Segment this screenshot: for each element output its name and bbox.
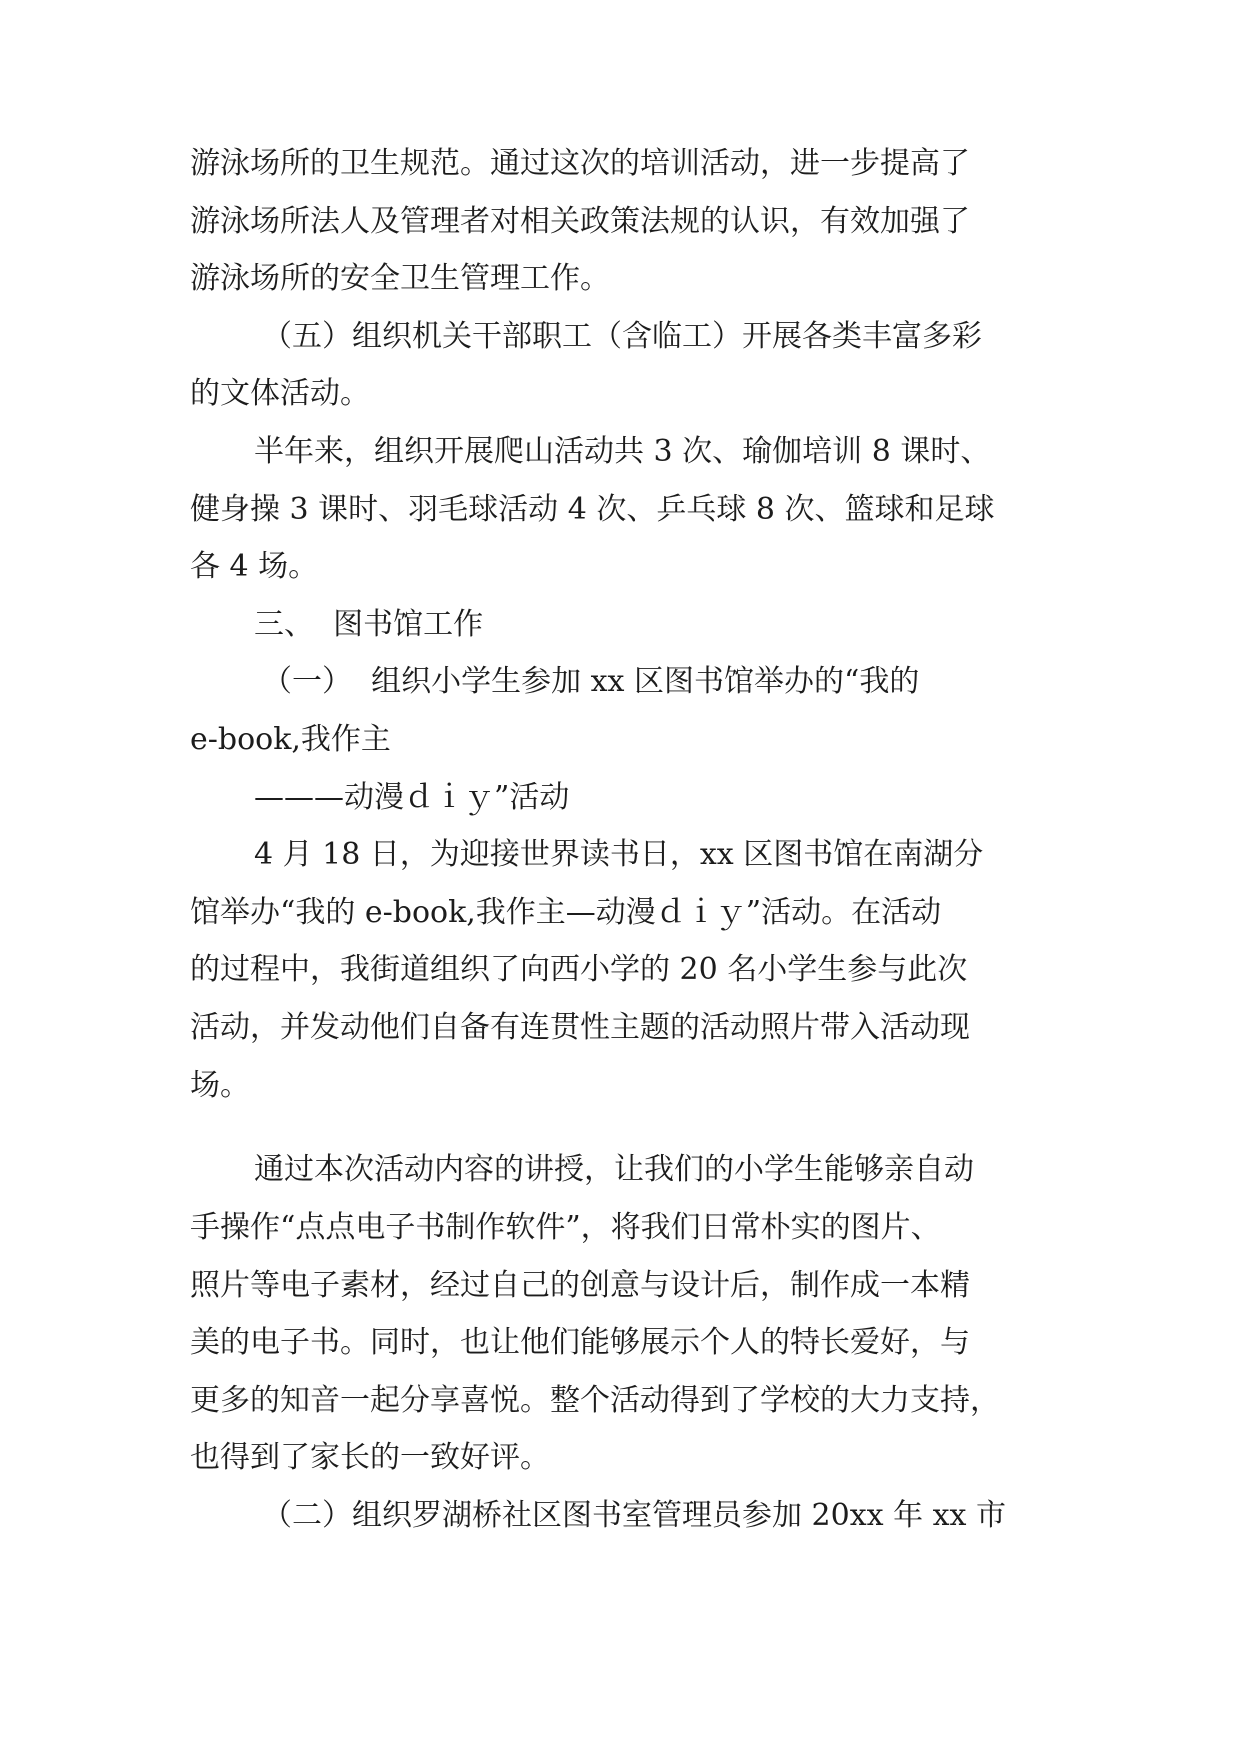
paragraph-line: 也得到了家长的一致好评。: [190, 1440, 550, 1475]
paragraph-line: 馆举办“我的 e-book,我作主—动漫ｄｉｙ”活动。在活动: [190, 895, 942, 930]
paragraph-line: （二）组织罗湖桥社区图书室管理员参加 20xx 年 xx 市: [262, 1498, 1006, 1533]
paragraph-line: （五）组织机关干部职工（含临工）开展各类丰富多彩: [262, 319, 982, 354]
paragraph-line: 的文体活动。: [190, 376, 370, 411]
paragraph-line: 半年来，组织开展爬山活动共 3 次、瑜伽培训 8 课时、: [254, 434, 991, 469]
paragraph-line: 活动，并发动他们自备有连贯性主题的活动照片带入活动现: [190, 1010, 970, 1045]
paragraph-line: 游泳场所的卫生规范。通过这次的培训活动，进一步提高了: [190, 146, 970, 181]
paragraph-line: 更多的知音一起分享喜悦。整个活动得到了学校的大力支持，: [190, 1383, 1000, 1418]
paragraph-line: 游泳场所法人及管理者对相关政策法规的认识，有效加强了: [190, 204, 970, 239]
paragraph-line: 健身操 3 课时、羽毛球活动 4 次、乒乓球 8 次、篮球和足球: [190, 492, 995, 527]
paragraph-line: 各 4 场。: [190, 549, 319, 584]
paragraph-line: 游泳场所的安全卫生管理工作。: [190, 261, 610, 296]
paragraph-line: ———动漫ｄｉｙ”活动: [254, 780, 570, 815]
paragraph-line: 照片等电子素材，经过自己的创意与设计后，制作成一本精: [190, 1268, 970, 1303]
paragraph-line: 的过程中，我街道组织了向西小学的 20 名小学生参与此次: [190, 952, 968, 987]
paragraph-line: （一） 组织小学生参加 xx 区图书馆举办的“我的: [262, 664, 920, 699]
paragraph-line: 场。: [190, 1068, 250, 1103]
paragraph-line: e-book,我作主: [190, 722, 391, 757]
paragraph-line: 4 月 18 日，为迎接世界读书日，xx 区图书馆在南湖分: [254, 837, 984, 872]
paragraph-line: 通过本次活动内容的讲授，让我们的小学生能够亲自动: [254, 1152, 974, 1187]
paragraph-line: 手操作“点点电子书制作软件”，将我们日常朴实的图片、: [190, 1210, 941, 1245]
paragraph-line: 美的电子书。同时，也让他们能够展示个人的特长爱好，与: [190, 1325, 970, 1360]
section-heading: 三、 图书馆工作: [254, 607, 484, 642]
